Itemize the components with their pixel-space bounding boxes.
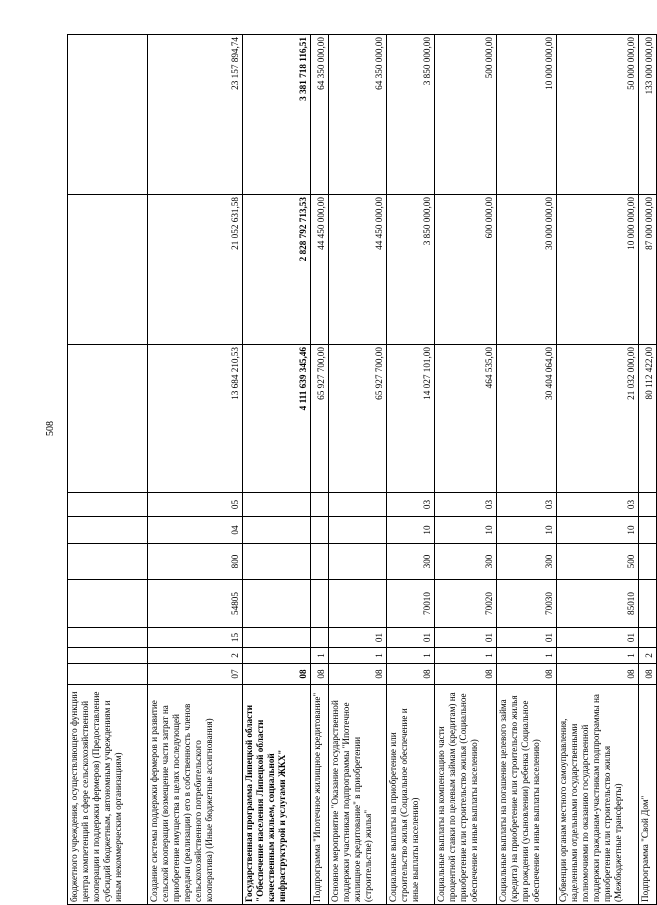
- code-cell: 08: [387, 664, 435, 685]
- row-name-cell: Создание системы поддержки фермеров и развитие сельской кооперации (возмещение части затрат на приобретение имущества в целях последующей передачи (реализации) его в собственность членов сельскохозяйственного потребительского кооператива) (Иные бюджетные ассигнования): [148, 685, 243, 905]
- code-cell: 10: [557, 517, 639, 544]
- row-name-cell: Социальные выплаты на погашение целевого займа (кредита) на приобретение или строительство жилья при рождении (усыновлении) ребенка (Социальное обеспечение и иные выплаты населению): [497, 685, 557, 905]
- table-row: [435, 35, 497, 905]
- code-cell: 2: [639, 648, 657, 664]
- code-cell: 08: [329, 664, 387, 685]
- amount-cell: 44 450 000,00: [329, 195, 387, 345]
- code-cell: 10: [435, 517, 497, 544]
- amount-cell: 2 828 792 713,53: [243, 195, 311, 345]
- code-cell: 08: [557, 664, 639, 685]
- code-cell: [68, 628, 148, 648]
- amount-cell: 30 404 064,00: [497, 345, 557, 493]
- row-name-cell: Социальные выплаты на приобретение или строительство жилья (Социальное обеспечение и иные выплаты населению): [387, 685, 435, 905]
- amount-cell: 50 000 000,00: [557, 35, 639, 195]
- amount-cell: 80 112 422,00: [639, 345, 657, 493]
- code-cell: 08: [243, 664, 311, 685]
- code-cell: 05: [148, 493, 243, 517]
- page-number: 508: [45, 421, 56, 436]
- code-cell: [243, 517, 311, 544]
- table-row: [311, 35, 329, 905]
- row-name-cell: Подпрограмма "Свой Дом": [639, 685, 657, 905]
- amount-cell: 64 350 000,00: [329, 35, 387, 195]
- code-cell: [329, 493, 387, 517]
- amount-cell: 3 381 718 116,51: [243, 35, 311, 195]
- table-row: [243, 35, 311, 905]
- code-cell: 800: [148, 544, 243, 580]
- amount-cell: 14 027 101,00: [387, 345, 435, 493]
- amount-cell: 133 000 000,00: [639, 35, 657, 195]
- code-cell: [243, 628, 311, 648]
- code-cell: [329, 580, 387, 628]
- amount-cell: 464 535,00: [435, 345, 497, 493]
- row-name-cell: Субвенции органам местного самоуправления, наделенными отдельными государственными полномочиями по оказанию государственной поддержки гражданам-участникам подпрограммы на приобретение или строительство жилья (Межбюджетные трансферты): [557, 685, 639, 905]
- code-cell: [311, 517, 329, 544]
- amount-cell: 65 927 700,00: [329, 345, 387, 493]
- code-cell: 1: [329, 648, 387, 664]
- code-cell: 300: [435, 544, 497, 580]
- row-name-cell: Основное мероприятие "Оказание государственной поддержки участникам подпрограммы "Ипотечное жилищное кредитование" в приобретении (строительстве) жилья": [329, 685, 387, 905]
- amount-cell: [68, 345, 148, 493]
- code-cell: 500: [557, 544, 639, 580]
- code-cell: [329, 544, 387, 580]
- code-cell: [311, 628, 329, 648]
- code-cell: [68, 544, 148, 580]
- amount-cell: 3 850 000,00: [387, 195, 435, 345]
- code-cell: [243, 544, 311, 580]
- code-cell: [639, 517, 657, 544]
- budget-table: [67, 34, 657, 905]
- code-cell: 1: [387, 648, 435, 664]
- code-cell: [639, 544, 657, 580]
- code-cell: 70020: [435, 580, 497, 628]
- code-cell: 03: [435, 493, 497, 517]
- amount-cell: 10 000 000,00: [557, 195, 639, 345]
- code-cell: [68, 517, 148, 544]
- table-body: [68, 35, 657, 905]
- amount-cell: 44 450 000,00: [311, 195, 329, 345]
- code-cell: 01: [557, 628, 639, 648]
- code-cell: [639, 580, 657, 628]
- code-cell: 01: [497, 628, 557, 648]
- code-cell: [639, 628, 657, 648]
- table-row: [148, 35, 243, 905]
- code-cell: [311, 580, 329, 628]
- amount-cell: 87 000 000,00: [639, 195, 657, 345]
- code-cell: 300: [387, 544, 435, 580]
- code-cell: 03: [497, 493, 557, 517]
- code-cell: [243, 580, 311, 628]
- code-cell: 08: [497, 664, 557, 685]
- row-name-cell: Социальные выплаты на компенсацию части процентной ставки по целевым займам (кредитам) на приобретение или строительство жилья (Социальное обеспечение и иные выплаты населению): [435, 685, 497, 905]
- amount-cell: 3 850 000,00: [387, 35, 435, 195]
- code-cell: 300: [497, 544, 557, 580]
- code-cell: [68, 648, 148, 664]
- amount-cell: [68, 195, 148, 345]
- code-cell: 2: [148, 648, 243, 664]
- code-cell: [243, 648, 311, 664]
- row-name-cell: Государственная программа Липецкой области "Обеспечение населения Липецкой области качественным жильем, социальной инфраструктурой и услугами ЖКХ": [243, 685, 311, 905]
- amount-cell: [68, 35, 148, 195]
- amount-cell: 21 032 000,00: [557, 345, 639, 493]
- code-cell: 01: [329, 628, 387, 648]
- code-cell: 70010: [387, 580, 435, 628]
- code-cell: 1: [497, 648, 557, 664]
- amount-cell: 4 111 639 345,46: [243, 345, 311, 493]
- code-cell: 10: [387, 517, 435, 544]
- code-cell: 01: [387, 628, 435, 648]
- code-cell: 07: [148, 664, 243, 685]
- code-cell: 1: [557, 648, 639, 664]
- code-cell: [243, 493, 311, 517]
- table-row: [497, 35, 557, 905]
- table-row: [68, 35, 148, 905]
- row-name-cell: Подпрограмма "Ипотечное жилищное кредитование": [311, 685, 329, 905]
- code-cell: [639, 493, 657, 517]
- rotated-table-container: [67, 35, 654, 905]
- amount-cell: 10 000 000,00: [497, 35, 557, 195]
- code-cell: [68, 580, 148, 628]
- code-cell: 1: [311, 648, 329, 664]
- code-cell: 1: [435, 648, 497, 664]
- amount-cell: 23 157 894,74: [148, 35, 243, 195]
- table-row: [387, 35, 435, 905]
- amount-cell: 500 000,00: [435, 35, 497, 195]
- code-cell: 08: [639, 664, 657, 685]
- amount-cell: 30 000 000,00: [497, 195, 557, 345]
- code-cell: 04: [148, 517, 243, 544]
- amount-cell: 600 000,00: [435, 195, 497, 345]
- code-cell: [311, 544, 329, 580]
- table-row: [329, 35, 387, 905]
- code-cell: 15: [148, 628, 243, 648]
- code-cell: [68, 664, 148, 685]
- code-cell: 01: [435, 628, 497, 648]
- code-cell: [311, 493, 329, 517]
- code-cell: 08: [311, 664, 329, 685]
- amount-cell: 13 684 210,53: [148, 345, 243, 493]
- row-name-cell: бюджетного учреждения, осуществляющего функции центра компетенций в сфере сельскохозяйственной кооперации и поддержки фермеров) (Предоставление субсидий бюджетным, автономным учреждениям и иным некоммерческим организациям): [68, 685, 148, 905]
- code-cell: 70030: [497, 580, 557, 628]
- code-cell: 08: [435, 664, 497, 685]
- table-row: [639, 35, 657, 905]
- code-cell: 10: [497, 517, 557, 544]
- code-cell: [68, 493, 148, 517]
- code-cell: 03: [557, 493, 639, 517]
- code-cell: 54805: [148, 580, 243, 628]
- amount-cell: 65 927 700,00: [311, 345, 329, 493]
- table-row: [557, 35, 639, 905]
- amount-cell: 64 350 000,00: [311, 35, 329, 195]
- code-cell: 85010: [557, 580, 639, 628]
- code-cell: [329, 517, 387, 544]
- amount-cell: 21 052 631,58: [148, 195, 243, 345]
- code-cell: 03: [387, 493, 435, 517]
